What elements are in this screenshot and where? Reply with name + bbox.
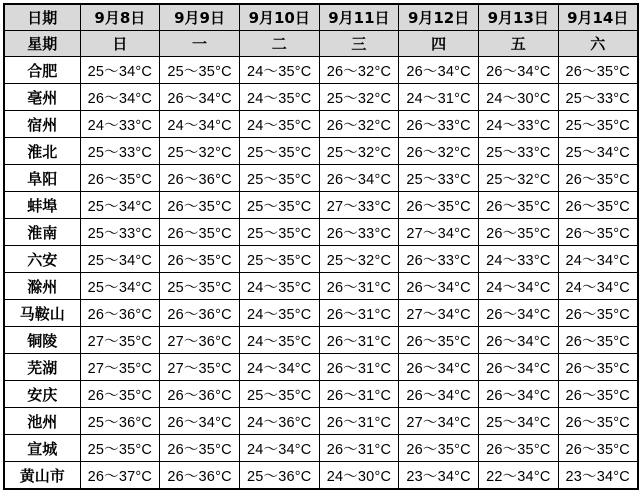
temperature-cell: 25～34°C: [80, 273, 160, 300]
temperature-cell: 26～35°C: [558, 219, 638, 246]
city-name-cell: 宿州: [4, 111, 80, 138]
temperature-cell: 25～35°C: [558, 111, 638, 138]
temperature-cell: 25～34°C: [80, 57, 160, 84]
temperature-cell: 25～34°C: [558, 138, 638, 165]
temperature-cell: 26～34°C: [399, 57, 479, 84]
temperature-cell: 25～35°C: [160, 57, 240, 84]
weekday-header-cell: 四: [399, 31, 479, 57]
weather-forecast-table: [3, 3, 639, 490]
temperature-cell: 26～35°C: [558, 354, 638, 381]
temperature-cell: 25～32°C: [319, 246, 399, 273]
temperature-cell: 26～31°C: [319, 408, 399, 435]
temperature-cell: 27～34°C: [399, 300, 479, 327]
temperature-cell: 25～35°C: [239, 192, 319, 219]
temperature-cell: 25～34°C: [80, 246, 160, 273]
temperature-cell: 26～31°C: [319, 354, 399, 381]
date-header-cell: 9月11日: [319, 4, 399, 31]
table-row: [4, 300, 638, 327]
city-name-cell: 合肥: [4, 57, 80, 84]
temperature-cell: 26～31°C: [319, 300, 399, 327]
temperature-cell: 26～36°C: [160, 462, 240, 490]
city-name-cell: 阜阳: [4, 165, 80, 192]
table-row: [4, 219, 638, 246]
date-header-cell: 9月12日: [399, 4, 479, 31]
temperature-cell: 25～35°C: [239, 219, 319, 246]
temperature-cell: 26～35°C: [399, 435, 479, 462]
temperature-cell: 26～33°C: [399, 246, 479, 273]
temperature-cell: 26～33°C: [319, 219, 399, 246]
temperature-cell: 25～33°C: [80, 138, 160, 165]
table-row: [4, 57, 638, 84]
temperature-cell: 27～35°C: [160, 354, 240, 381]
weekday-header-cell: 一: [160, 31, 240, 57]
temperature-cell: 25～36°C: [239, 462, 319, 490]
temperature-cell: 22～34°C: [478, 462, 558, 490]
temperature-cell: 26～31°C: [319, 435, 399, 462]
temperature-cell: 26～31°C: [319, 327, 399, 354]
temperature-cell: 26～35°C: [558, 408, 638, 435]
weekday-header-row: [4, 31, 638, 57]
temperature-cell: 26～34°C: [478, 57, 558, 84]
temperature-cell: 25～33°C: [558, 84, 638, 111]
temperature-cell: 26～34°C: [478, 300, 558, 327]
temperature-cell: 27～34°C: [399, 219, 479, 246]
temperature-cell: 24～35°C: [239, 111, 319, 138]
table-row: [4, 435, 638, 462]
temperature-cell: 27～36°C: [160, 327, 240, 354]
temperature-cell: 27～33°C: [319, 192, 399, 219]
temperature-cell: 25～35°C: [239, 165, 319, 192]
temperature-cell: 26～32°C: [319, 111, 399, 138]
temperature-cell: 25～34°C: [80, 192, 160, 219]
city-name-cell: 亳州: [4, 84, 80, 111]
temperature-cell: 25～33°C: [478, 138, 558, 165]
temperature-cell: 24～33°C: [80, 111, 160, 138]
temperature-cell: 26～35°C: [478, 435, 558, 462]
table-row: [4, 408, 638, 435]
temperature-cell: 26～31°C: [319, 381, 399, 408]
temperature-cell: 24～34°C: [160, 111, 240, 138]
table-row: [4, 192, 638, 219]
temperature-cell: 26～34°C: [399, 381, 479, 408]
temperature-cell: 26～35°C: [558, 435, 638, 462]
temperature-cell: 25～34°C: [478, 408, 558, 435]
temperature-cell: 26～36°C: [160, 165, 240, 192]
temperature-cell: 26～35°C: [478, 192, 558, 219]
temperature-cell: 24～35°C: [239, 327, 319, 354]
temperature-cell: 23～34°C: [558, 462, 638, 490]
temperature-cell: 26～35°C: [399, 327, 479, 354]
weekday-header-cell: 五: [478, 31, 558, 57]
temperature-cell: 24～34°C: [239, 435, 319, 462]
temperature-cell: 25～32°C: [160, 138, 240, 165]
forecast-body: [4, 57, 638, 490]
temperature-cell: 26～35°C: [80, 165, 160, 192]
temperature-cell: 25～32°C: [478, 165, 558, 192]
table-row: [4, 246, 638, 273]
city-name-cell: 蚌埠: [4, 192, 80, 219]
date-header-cell: 9月9日: [160, 4, 240, 31]
table-row: [4, 273, 638, 300]
city-name-cell: 宣城: [4, 435, 80, 462]
city-name-cell: 马鞍山: [4, 300, 80, 327]
temperature-cell: 25～35°C: [160, 273, 240, 300]
city-name-cell: 安庆: [4, 381, 80, 408]
date-header-cell: 9月14日: [558, 4, 638, 31]
date-header-cell: 9月13日: [478, 4, 558, 31]
temperature-cell: 26～36°C: [160, 300, 240, 327]
temperature-cell: 26～35°C: [399, 192, 479, 219]
temperature-cell: 26～35°C: [558, 381, 638, 408]
table-row: [4, 381, 638, 408]
temperature-cell: 26～35°C: [558, 57, 638, 84]
temperature-cell: 26～34°C: [478, 381, 558, 408]
city-name-cell: 滁州: [4, 273, 80, 300]
temperature-cell: 25～35°C: [239, 381, 319, 408]
temperature-cell: 26～32°C: [319, 57, 399, 84]
temperature-cell: 27～35°C: [80, 327, 160, 354]
temperature-cell: 26～37°C: [80, 462, 160, 490]
temperature-cell: 26～36°C: [160, 381, 240, 408]
date-row-label: 日期: [4, 4, 80, 31]
temperature-cell: 23～34°C: [399, 462, 479, 490]
temperature-cell: 26～35°C: [160, 246, 240, 273]
temperature-cell: 24～35°C: [239, 300, 319, 327]
temperature-cell: 27～35°C: [80, 354, 160, 381]
temperature-cell: 26～34°C: [80, 84, 160, 111]
temperature-cell: 25～36°C: [80, 408, 160, 435]
temperature-cell: 26～34°C: [160, 84, 240, 111]
temperature-cell: 24～34°C: [558, 246, 638, 273]
temperature-cell: 26～35°C: [558, 300, 638, 327]
temperature-cell: 26～34°C: [319, 165, 399, 192]
weekday-header-cell: 六: [558, 31, 638, 57]
table-row: [4, 327, 638, 354]
temperature-cell: 24～30°C: [478, 84, 558, 111]
temperature-cell: 26～33°C: [399, 111, 479, 138]
temperature-cell: 26～35°C: [558, 165, 638, 192]
city-name-cell: 铜陵: [4, 327, 80, 354]
temperature-cell: 24～33°C: [478, 246, 558, 273]
temperature-cell: 26～35°C: [160, 192, 240, 219]
temperature-cell: 26～35°C: [160, 219, 240, 246]
temperature-cell: 25～35°C: [80, 435, 160, 462]
city-name-cell: 六安: [4, 246, 80, 273]
temperature-cell: 24～35°C: [239, 57, 319, 84]
temperature-cell: 26～32°C: [399, 138, 479, 165]
table-row: [4, 354, 638, 381]
temperature-cell: 24～33°C: [478, 111, 558, 138]
temperature-cell: 24～34°C: [558, 273, 638, 300]
temperature-cell: 25～35°C: [239, 246, 319, 273]
date-header-row: [4, 4, 638, 31]
table-row: [4, 84, 638, 111]
date-header-cell: 9月10日: [239, 4, 319, 31]
temperature-cell: 24～31°C: [399, 84, 479, 111]
temperature-cell: 26～36°C: [80, 300, 160, 327]
temperature-cell: 25～33°C: [399, 165, 479, 192]
temperature-cell: 26～34°C: [478, 354, 558, 381]
temperature-cell: 26～35°C: [160, 435, 240, 462]
temperature-cell: 26～35°C: [80, 381, 160, 408]
weekday-header-cell: 日: [80, 31, 160, 57]
temperature-cell: 26～34°C: [478, 327, 558, 354]
temperature-cell: 26～35°C: [558, 192, 638, 219]
temperature-cell: 25～35°C: [239, 138, 319, 165]
table-row: [4, 462, 638, 490]
temperature-cell: 27～34°C: [399, 408, 479, 435]
temperature-cell: 26～35°C: [558, 327, 638, 354]
temperature-cell: 24～35°C: [239, 84, 319, 111]
city-name-cell: 淮南: [4, 219, 80, 246]
weekday-header-cell: 三: [319, 31, 399, 57]
temperature-cell: 24～30°C: [319, 462, 399, 490]
temperature-cell: 26～35°C: [478, 219, 558, 246]
city-name-cell: 黄山市: [4, 462, 80, 490]
weekday-row-label: 星期: [4, 31, 80, 57]
table-row: [4, 111, 638, 138]
city-name-cell: 芜湖: [4, 354, 80, 381]
temperature-cell: 26～34°C: [399, 273, 479, 300]
temperature-cell: 25～33°C: [80, 219, 160, 246]
temperature-cell: 26～34°C: [399, 354, 479, 381]
temperature-cell: 26～34°C: [160, 408, 240, 435]
city-name-cell: 淮北: [4, 138, 80, 165]
temperature-cell: 26～31°C: [319, 273, 399, 300]
temperature-cell: 24～36°C: [239, 408, 319, 435]
temperature-cell: 25～32°C: [319, 138, 399, 165]
city-name-cell: 池州: [4, 408, 80, 435]
table-row: [4, 165, 638, 192]
weekday-header-cell: 二: [239, 31, 319, 57]
temperature-cell: 24～34°C: [478, 273, 558, 300]
temperature-cell: 24～34°C: [239, 354, 319, 381]
table-row: [4, 138, 638, 165]
temperature-cell: 25～32°C: [319, 84, 399, 111]
temperature-cell: 24～35°C: [239, 273, 319, 300]
date-header-cell: 9月8日: [80, 4, 160, 31]
